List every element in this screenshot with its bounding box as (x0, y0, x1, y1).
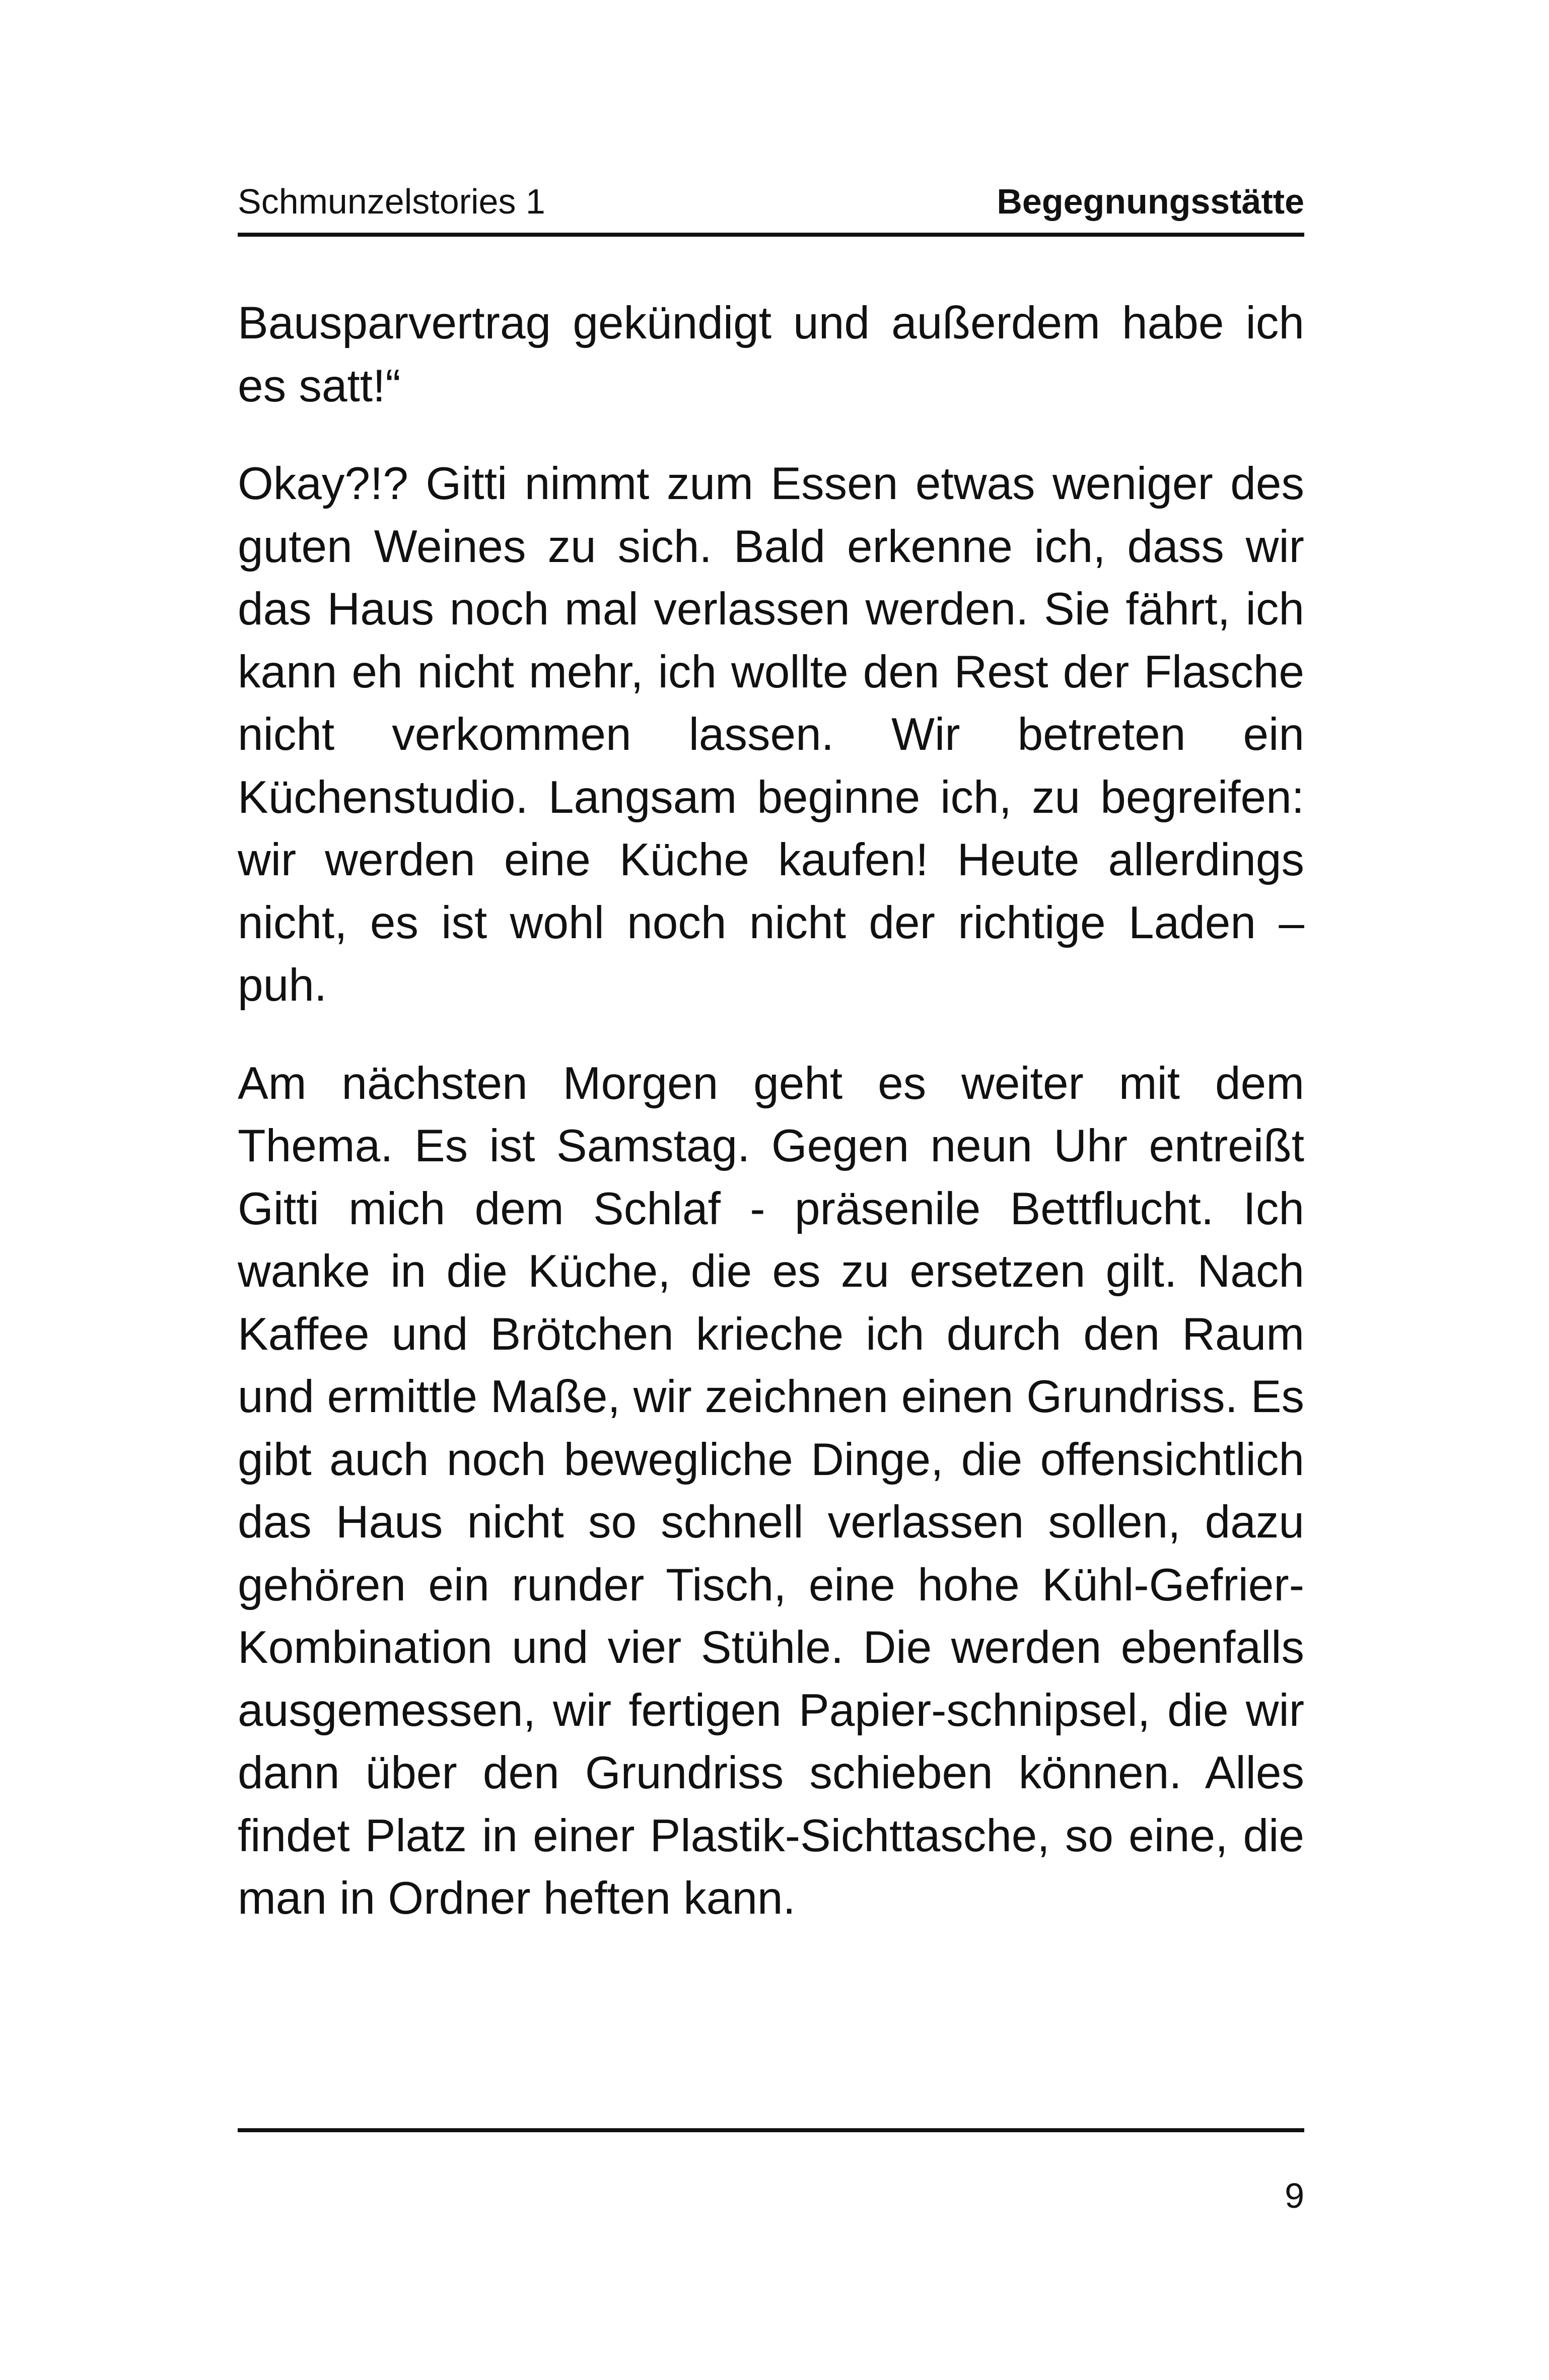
running-header (238, 176, 1304, 227)
book-title: Schmunzelstories 1 (238, 182, 545, 221)
chapter-title: Begegnungsstätte (997, 182, 1304, 221)
paragraph: Bausparvertrag gekündigt und außerdem habe ich es satt!“ (238, 298, 1304, 411)
body-text (238, 292, 1304, 1966)
page-number: 9 (1285, 2176, 1304, 2215)
header-divider (238, 233, 1304, 237)
paragraph: Am nächsten Morgen geht es weiter mit dem Thema. Es ist Samstag. Gegen neun Uhr entreißt Gitti mich dem Schlaf - präsenile Bettflucht. Ich wanke in die Küche, die es zu ersetzen gilt. Nach Kaffee und Brötchen krieche ich durch den Raum und ermittle Maße, wir zeichnen einen Grundriss. Es gibt auch noch bewegliche Dinge, die offensichtlich das Haus nicht so schnell verlassen sollen, dazu gehören ein runder Tisch, eine hohe Kühl-Gefrier-Kombination und vier Stühle. Die werden ebenfalls ausgemessen, wir fertigen Papier-schnipsel, die wir dann über den Grundriss schieben können. Alles findet Platz in einer Plastik-Sichttasche, so eine, die man in Ordner heften kann. (238, 1058, 1304, 1924)
paragraph: Okay?!? Gitti nimmt zum Essen etwas weniger des guten Weines zu sich. Bald erkenne ich, dass wir das Haus noch mal verlassen werden. Sie fährt, ich kann eh nicht mehr, ich wollte den Rest der Flasche nicht verkommen lassen. Wir betreten ein Küchenstudio. Langsam beginne ich, zu begreifen: wir werden eine Küche kaufen! Heute allerdings nicht, es ist wohl noch nicht der richtige Laden – puh. (238, 458, 1304, 1011)
footer-divider (238, 2128, 1304, 2132)
